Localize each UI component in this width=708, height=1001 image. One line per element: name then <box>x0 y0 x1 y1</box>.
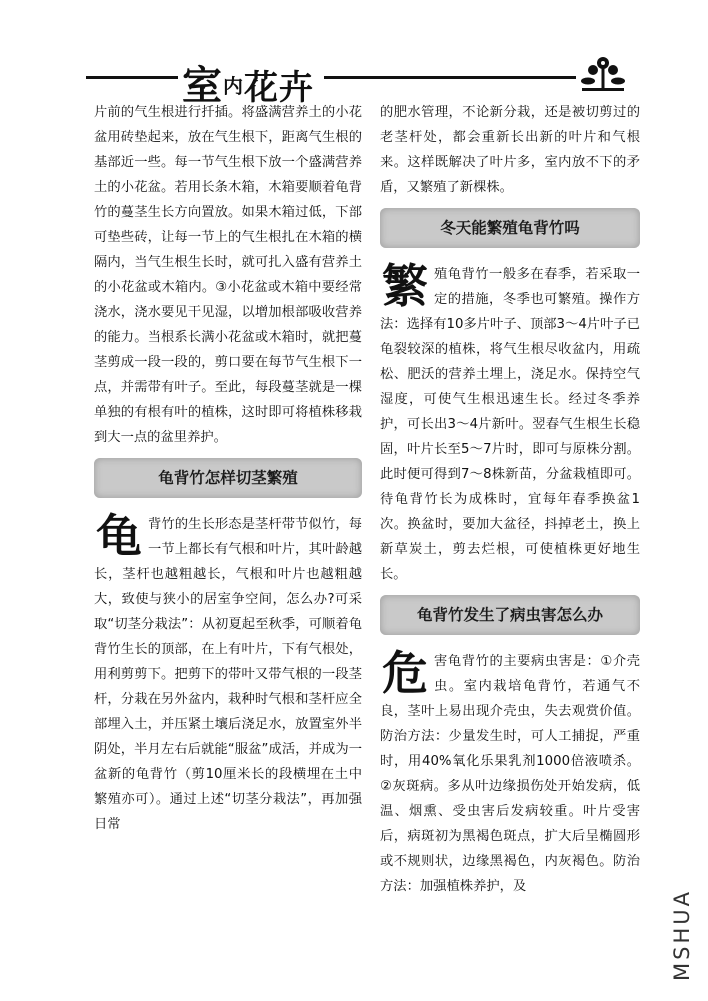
section-text: 害龟背竹的主要病虫害是：①介壳虫。室内栽培龟背竹，若通气不良，茎叶上易出现介壳虫，失去观赏价值。防治方法：少量发生时，可人工捕捉，严重时，用40%氧化乐果乳剂1000倍液喷杀。②灰斑病。多从叶边缘损伤处开始发病，低温、烟熏、受虫害后发病较重。叶片受害后，病斑初为黑褐色斑点，扩大后呈椭圆形或不规则状，边缘黑褐色，内灰褐色。防治方法：加强植株养护，及 <box>380 654 640 894</box>
section-body-pests <box>380 646 640 899</box>
column-title-rest: 花卉 <box>244 68 314 108</box>
section-body-winter <box>380 259 640 587</box>
section-text: 殖龟背竹一般多在春季，若采取一定的措施，冬季也可繁殖。操作方法：选择有10多片叶子、顶部3～4片叶子已龟裂较深的植株，将气生根尽收盆内，用疏松、肥沃的营养土埋上，浇足水。保持空气湿度，可使气生根迅速生长。经过冬季养护，可长出3～4片新叶。翌春气生根生长稳固，叶片长至5～7片时，即可与原株分割。此时便可得到7～8株新苗，分盆栽植即可。待龟背竹长为成株时，宜每年春季换盆1次。换盆时，要加大盆径，抖掉老土，换上新草炭土，剪去烂根，可使植株更好地生长。 <box>380 267 640 582</box>
flower-ornament-icon <box>580 54 626 94</box>
dropcap: 危 <box>382 646 428 700</box>
watermark <box>668 880 696 990</box>
right-paragraph-1: 的肥水管理，不论新分栽，还是被切剪过的老茎杆处，都会重新长出新的叶片和气根来。这样既解决了叶片多，室内放不下的矛盾，又繁殖了新棵株。 <box>380 105 640 195</box>
dropcap: 繁 <box>382 259 428 313</box>
header-rule-left <box>86 76 178 79</box>
section-heading-cutting: 龟背竹怎样切茎繁殖 <box>94 458 362 498</box>
section-heading-winter: 冬天能繁殖龟背竹吗 <box>380 208 640 248</box>
header-rule-right <box>324 76 576 79</box>
right-column <box>380 100 640 899</box>
section-text: 背竹的生长形态是茎杆带节似竹，每一节上都长有气根和叶片，其叶龄越长，茎杆也越粗越长，气根和叶片也越粗越大，致使与狭小的居室争空间，怎么办?可采取“切茎分栽法”：从初夏起至秋季，可顺着龟背竹生长的顶部，在上有叶片，下有气根处，用利剪剪下。把剪下的带叶又带气根的一段茎杆，分栽在另外盆内，栽种时气根和茎杆应全部埋入土，并压紧土壤后浇足水，放置室外半阴处，半月左右后就能“服盆”成活，并成为一盆新的龟背竹（剪10厘米长的段横埋在土中繁殖亦可）。通过上述“切茎分栽法”，再加强日常 <box>94 517 362 832</box>
dropcap: 龟 <box>96 509 142 563</box>
left-column <box>94 100 362 837</box>
column-title-small-char: 内 <box>223 74 244 98</box>
watermark-text: MSHUA <box>670 889 694 981</box>
column-title-big-char: 室 <box>182 63 223 109</box>
left-paragraph-1: 片前的气生根进行扦插。将盛满营养土的小花盆用砖垫起来，放在气生根下，距离气生根的基部近一些。每一节气生根下放一个盛满营养土的小花盆。若用长条木箱，木箱要顺着龟背竹的蔓茎生长方向置放。如果木箱过低，下部可垫些砖，让每一节上的气生根扎在木箱的横隔内，当气生根生长时，就可扎入盛有营养土的小花盆或木箱内。③小花盆或木箱中要经常浇水，浇水要见干见湿，以增加根部吸收营养的能力。当根系长满小花盆或木箱时，就把蔓茎剪成一段一段的，剪口要在每节气生根下一点，并需带有叶子。至此，每段蔓茎就是一棵单独的有根有叶的植株，这时即可将植株移栽到大一点的盆里养护。 <box>94 105 362 445</box>
page-header <box>86 48 626 109</box>
section-body-cutting <box>94 509 362 837</box>
section-heading-pests: 龟背竹发生了病虫害怎么办 <box>380 595 640 635</box>
